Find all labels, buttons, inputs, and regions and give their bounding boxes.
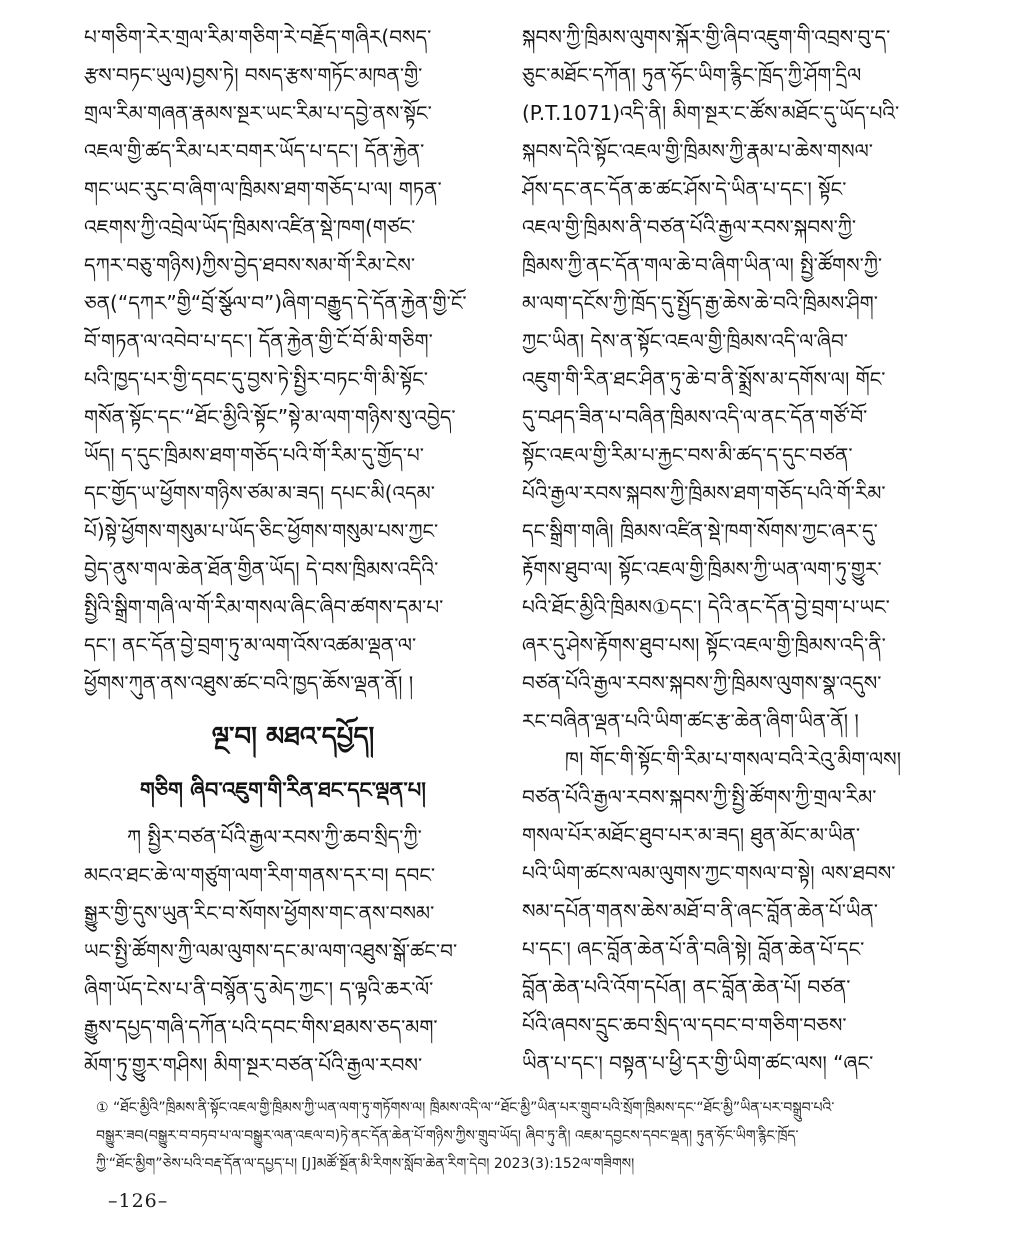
body-text-line: མ་ལག་དངོས་ཀྱི་ཁྲོད་དུ་སྤྱོད་རྒྱ་ཆེས་ཆེ་བའི་ཁྲིམས་ཤིག་ (522, 291, 878, 315)
body-text-line: རྩས་བཏང་ཡུལ)བྱས་ཏེ། བསད་རྩས་གཏོང་མཁན་གྱི་ (84, 63, 423, 87)
body-text-line: འཇལ་གྱི་ཁྲིམས་ནི་བཙན་པོའི་རྒྱལ་རབས་སྐབས་ཀྱི་ (522, 215, 857, 239)
body-text-line: པ་དང་། ཞང་བློན་ཆེན་པོ་ནི་བཞི་སྟེ། བློན་ཆེན་པོ་དང་ (522, 937, 865, 961)
body-text-line: པའི་ཡིག་ཚངས་ལམ་ལུགས་ཀྱང་གསལ་བ་སྟེ། ལས་ཐབས་ (522, 861, 896, 885)
body-text-line: ཀ སྤྱིར་བཙན་པོའི་རྒྱལ་རབས་ཀྱི་ཆབ་སྲིད་ཀྱི་ (127, 825, 422, 849)
body-text-line: གྲལ་རིམ་གཞན་རྣམས་སྔར་ཡང་རིམ་པ་དབྱེ་ནས་སྟོང་ (84, 101, 432, 125)
body-text-line: དང་། ནང་དོན་བྱེ་བྲག་ཏུ་མ་ལག་འོས་འཚམ་ལྡན་ལ་ (84, 633, 417, 657)
body-text-line: ཅུང་མཐོང་དཀོན། ཏུན་ཧོང་ཡིག་རྙིང་ཁྲོད་ཀྱི་ཤོག་དྲིལ (522, 63, 862, 87)
body-text-line: ཕྱོགས་ཀུན་ནས་འཐུས་ཚང་བའི་ཁྱད་ཆོས་ལྡན་ནོ། ། (84, 671, 414, 695)
body-text-line: ཤོས་དང་ནང་དོན་ཆ་ཚང་ཤོས་དེ་ཡིན་པ་དང་། སྟོང་ (522, 177, 847, 201)
body-text-line: ཞར་དུ་ཤེས་རྟོགས་ཐུབ་པས། སྟོང་འཇལ་གྱི་ཁྲིམས་འདི་ནི་ (522, 633, 886, 657)
body-text-line: རང་བཞིན་ལྡན་པའི་ཡིག་ཚང་རྩ་ཆེན་ཞིག་ཡིན་ནོ། ། (522, 709, 859, 733)
text-columns (84, 18, 940, 1084)
body-text-line: པོའི་རྒྱལ་རབས་སྐབས་ཀྱི་ཁྲིམས་ཐག་གཅོད་པའི་གོ་རིམ་ (522, 481, 886, 505)
body-text-line: པའི་ཁྱད་པར་གྱི་དབང་དུ་བྱས་ཏེ་སྤྱིར་བཏང་གི་མི་སྟོང་ (84, 367, 428, 391)
body-text-line: (P.T.1071)འདི་ནི། མིག་སྔར་ང་ཚོས་མཐོང་དུ་ཡོད་པའི་ (522, 101, 900, 125)
paragraph-continuation (84, 18, 502, 702)
body-text-line: ཡང་སྤྱི་ཚོགས་ཀྱི་ལམ་ལུགས་དང་མ་ལག་འཐུས་སྒོ་ཚང་བ་ (84, 939, 458, 963)
body-text-line: གསལ་པོར་མཐོང་ཐུབ་པར་མ་ཟད། ཐུན་མོང་མ་ཡིན་ (522, 823, 861, 847)
body-text-line: སྤྱིའི་སྒྲིག་གཞི་ལ་གོ་རིམ་གསལ་ཞིང་ཞིབ་ཚགས་དམ་པ་ (84, 595, 444, 619)
body-text-line: མོག་ཏུ་གྱུར་གཤིས། མིག་སྔར་བཙན་པོའི་རྒྱལ་རབས་ (84, 1053, 423, 1077)
section-ka-paragraph (84, 818, 502, 1084)
body-text-line: ཀྱང་ཡིན། དེས་ན་སྟོང་འཇལ་གྱི་ཁྲིམས་འདི་ལ་ཞིབ་ (522, 329, 848, 353)
body-text-line: འཇལ་གྱི་ཚད་རིམ་པར་བགར་ཡོད་པ་དང་། དོན་རྐྱེན་ (84, 139, 425, 163)
body-text-line: བློན་ཆེན་པའི་འོག་དཔོན། ནང་བློན་ཆེན་པོ། བཙན་ (522, 975, 851, 999)
body-text-line: བོ་གཏན་ལ་འབེབ་པ་དང་། དོན་རྐྱེན་གྱི་ངོ་བོ་མི་གཅིག་ (84, 329, 433, 353)
body-text-line: དང་གྱོད་ཡ་ཕྱོགས་གཉིས་ཙམ་མ་ཟད། དཔང་མི(འདམ་ (84, 481, 435, 505)
body-text-line: རྟོགས་ཐུབ་ལ། སྟོང་འཇལ་གྱི་ཁྲིམས་ཀྱི་ཡན་ལག་ཏུ་གྱུར་ (522, 557, 882, 581)
subsection-heading: གཅིག ཞིབ་འཇུག་གི་རིན་ཐང་དང་ལྡན་པ། (140, 778, 426, 802)
page-number: –126– (108, 1190, 169, 1212)
body-text-line: པོ)སྟེ་ཕྱོགས་གསུམ་པ་ཡོད་ཅིང་ཕྱོགས་གསུམ་པས་ཀྱང་ (84, 519, 439, 543)
body-text-line: རྒྱུས་དཔྱད་གཞི་དཀོན་པའི་དབང་གིས་ཐམས་ཅད་མག་ (84, 1015, 438, 1039)
body-text-line: ཅན(“དཀར”གྱི“བྲོ་སྩོལ་བ”)ཞིག་བརྒྱུད་དེ་དོན་རྐྱེན་གྱི་ངོ་ (84, 291, 467, 315)
body-text-line: དཀར་བཅུ་གཉིས)ཀྱིས་བྱེད་ཐབས་སམ་གོ་རིམ་ངེས་ (84, 253, 416, 277)
body-text-line: པ་གཅིག་རེར་གྲལ་རིམ་གཅིག་རེ་བརྗོད་གཞིར(བསད་ (84, 25, 432, 49)
footnote-line: ① “ཐོང་མྱིའི”ཁྲིམས་ནི་སྟོང་འཇལ་གྱི་ཁྲིམས་ཀྱི་ཡན་ལག་ཏུ་གཏོགས་ལ། ཁྲིམས་འདི་ལ་“ཐོང་མྱི”ཡིན་པར་གྲུབ་པའི་སྲོག་ཁྲིམས་དང་“ཐོང་མྱི”ཡིན་པར་བསྒྲུབ་པའི་ (96, 1100, 835, 1116)
body-text-line: སྒྱུར་གྱི་དུས་ཡུན་རིང་བ་སོགས་ཕྱོགས་གང་ནས་བསམ་ (84, 901, 435, 925)
body-text-line: དུ་བཤད་ཟིན་པ་བཞིན་ཁྲིམས་འདི་ལ་ནང་དོན་གཙོ་བོ་ (522, 405, 868, 429)
section-heading: ལྔ་བ། མཐའ་དཔྱོད། (211, 722, 375, 752)
body-text-line: ཁྲིམས་ཀྱི་ནང་དོན་གལ་ཆེ་བ་ཞིག་ཡིན་ལ། སྤྱི་ཚོགས་ཀྱི་ (522, 253, 883, 277)
body-text-line: ཡིན་པ་དང་། བསྟན་པ་ཕྱི་དར་གྱི་ཡིག་ཚང་ལས། “ཞང་ (522, 1051, 874, 1075)
body-text-line: བཙན་པོའི་རྒྱལ་རབས་སྐབས་ཀྱི་ཁྲིམས་ལུགས་སྣ་འདུས་ (522, 671, 882, 695)
body-text-line: བཙན་པོའི་རྒྱལ་རབས་སྐབས་ཀྱི་སྤྱི་ཚོགས་ཀྱི་གྲལ་རིམ་ (522, 785, 877, 809)
body-text-line: གང་ཡང་རུང་བ་ཞིག་ལ་ཁྲིམས་ཐག་གཅོད་པ་ལ། གཏན་ (84, 177, 442, 201)
right-column (522, 18, 940, 1084)
body-text-line: སྟོང་འཇལ་གྱི་རིམ་པ་རྐྱང་བས་མི་ཚད་ད་དུང་བཙན་ (522, 443, 853, 467)
section-kha-paragraph (522, 740, 940, 1082)
body-text-line: བྱེད་ནུས་གལ་ཆེན་ཐོན་གྱིན་ཡོད། དེ་བས་ཁྲིམས་འདིའི་ (84, 557, 439, 581)
body-text-line: སྐབས་ཀྱི་ཁྲིམས་ལུགས་སྐོར་གྱི་ཞིབ་འཇུག་གི་འབྲས་བུ་ད་ (522, 25, 891, 49)
body-text-line: མངའ་ཐང་ཆེ་ལ་གཙུག་ལག་རིག་གནས་དར་བ། དབང་ (84, 863, 436, 887)
footnote-block (96, 1094, 954, 1178)
body-text-line: གསོན་སྟོང་དང་“ཐོང་མྱིའི་སྟོང”སྟེ་མ་ལག་གཉིས་སུ་འབྱེད་ (84, 405, 456, 429)
footnote-line: བསྒྱུར་ཟབ(བསྒྱུར་བ་བཏབ་པ་ལ་བསྒྱུར་ལན་འཇལ་བ)ཏེ་ནང་དོན་ཆེན་པོ་གཉིས་ཀྱིས་གྲུབ་ཡོད། ཞིབ་ཏུ་ནི། འཇམ་དབྱངས་དབང་ལྡན། ཏུན་ཧོང་ཡིག་རྙིང་ཁྲོད་ (96, 1128, 799, 1144)
body-text-line: འཇུག་གི་རིན་ཐང་ཤིན་ཏུ་ཆེ་བ་ནི་སྨྲོས་མ་དགོས་ལ། གོང་ (522, 367, 886, 391)
body-text-line: འཇགས་ཀྱི་འབྲེལ་ཡོད་ཁྲིམས་འཛིན་སྡེ་ཁག(གཙང་ (84, 215, 416, 239)
left-column (84, 18, 502, 1084)
section-ka-paragraph-continued (522, 18, 940, 740)
body-text-line: ཞིག་ཡོད་ངེས་པ་ནི་བསྙོན་དུ་མེད་ཀྱང་། ད་ལྟའི་ཆར་ལོ་ (84, 977, 434, 1001)
body-text-line: ཡོད། ད་དུང་ཁྲིམས་ཐག་གཅོད་པའི་གོ་རིམ་དུ་གྱོད་པ་ (84, 443, 424, 467)
body-text-line: པོའི་ཞབས་དྲུང་ཆབ་སྲིད་ལ་དབང་བ་གཅིག་བཅས་ (522, 1013, 847, 1037)
footnote-line: ཀྱི་“ཐོང་མྱིག”ཅེས་པའི་བརྡ་དོན་ལ་དཔྱད་པ། [J]མཚོ་སྔོན་མི་རིགས་སློབ་ཆེན་རིག་དེབ། 2023(3):152ལ་གཟིགས། (96, 1156, 635, 1172)
body-text-line: སམ་དཔོན་གནས་ཆེས་མཐོ་བ་ནི་ཞང་བློན་ཆེན་པོ་ཡིན་ (522, 899, 878, 923)
body-text-line: པའི་ཐོང་མྱིའི་ཁྲིམས①དང་། དེའི་ནང་དོན་བྱེ་བྲག་པ་ཡང་ (522, 595, 890, 619)
body-text-line: ཁ། གོང་གི་སྟོང་གི་རིམ་པ་གསལ་བའི་རེའུ་མིག་ལས། (565, 747, 902, 771)
body-text-line: སྐབས་དེའི་སྟོང་འཇལ་གྱི་ཁྲིམས་ཀྱི་རྣམ་པ་ཆེས་གསལ་ (522, 139, 873, 163)
body-text-line: དང་སྒྲིག་གཞི། ཁྲིམས་འཛིན་སྡེ་ཁག་སོགས་ཀྱང་ཞར་དུ་ (522, 519, 878, 543)
